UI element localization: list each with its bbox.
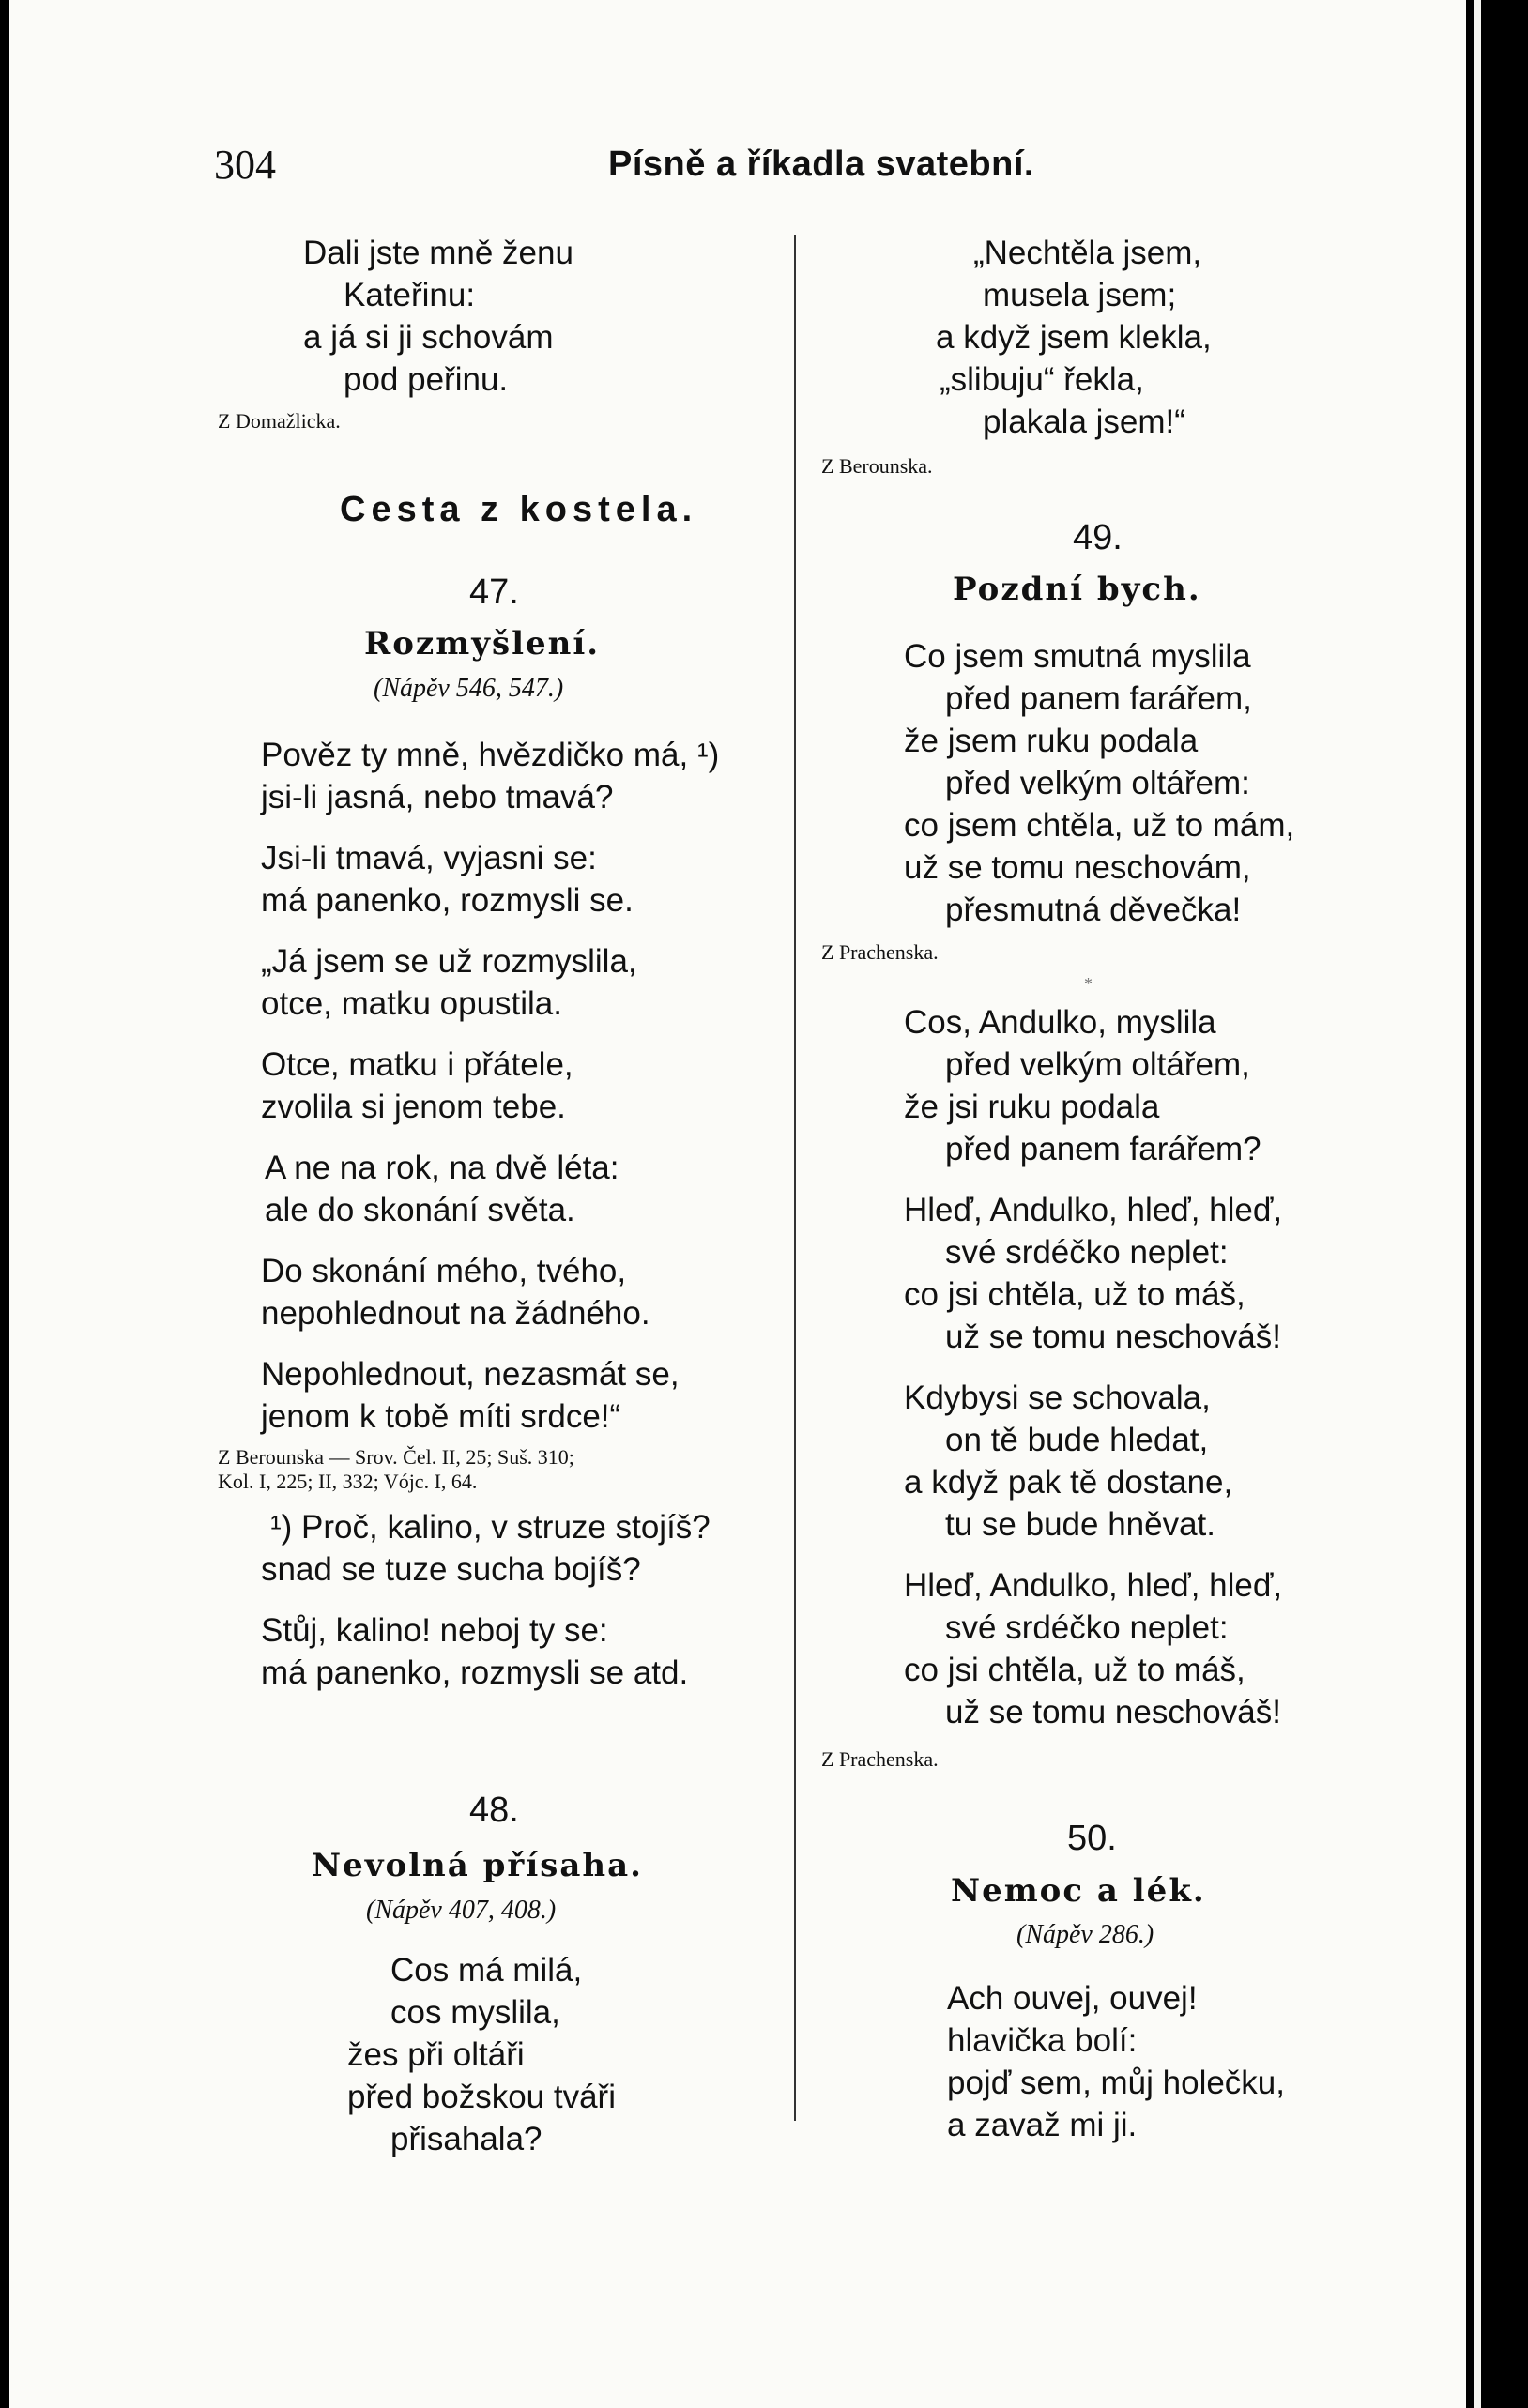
- poem-line: „Já jsem se už rozmyslila,: [261, 943, 637, 980]
- poem-line: před panem farářem?: [945, 1131, 1261, 1167]
- melody-reference: (Nápěv 407, 408.): [366, 1896, 557, 1925]
- poem-line: ale do skonání světa.: [265, 1192, 575, 1228]
- source-note: Kol. I, 225; II, 332; Vójc. I, 64.: [218, 1470, 478, 1493]
- poem-line: a když jsem klekla,: [936, 319, 1212, 356]
- poem-line: on tě bude hledat,: [945, 1422, 1209, 1458]
- poem-line: své srdéčko neplet:: [945, 1609, 1229, 1646]
- page-header: [9, 141, 1466, 197]
- poem-line: před božskou tváři: [347, 2079, 616, 2115]
- poem-line: že jsem ruku podala: [904, 723, 1199, 759]
- book-page: [9, 0, 1466, 2408]
- separator-mark: *: [1084, 974, 1093, 993]
- poem-line: už se tomu neschováš!: [945, 1694, 1281, 1730]
- poem-line: Otce, matku i přátele,: [261, 1046, 573, 1083]
- source-note: Z Domažlicka.: [218, 409, 341, 433]
- poem-line: Kateřinu:: [344, 277, 476, 313]
- poem-line: Co jsem smutná myslila: [904, 638, 1251, 675]
- poem-line: hlavička bolí:: [947, 2022, 1138, 2059]
- left-column: [206, 225, 817, 2168]
- source-note: Z Berounska — Srov. Čel. II, 25; Suš. 310;: [218, 1445, 574, 1469]
- poem-line: co jsi chtěla, už to máš,: [904, 1652, 1245, 1688]
- poem-line: Hleď, Andulko, hleď, hleď,: [904, 1192, 1283, 1228]
- poem-line: před panem farářem,: [945, 680, 1252, 717]
- poem-line: jenom k tobě míti srdce!“: [261, 1398, 621, 1435]
- poem-line: co jsi chtěla, už to máš,: [904, 1276, 1245, 1313]
- right-column: [812, 225, 1422, 2168]
- poem-line: Do skonání mého, tvého,: [261, 1253, 627, 1289]
- poem-line: že jsi ruku podala: [904, 1089, 1160, 1125]
- poem-title: Nemoc a lék.: [951, 1872, 1206, 1910]
- poem-title: Rozmyšlení.: [364, 625, 601, 663]
- poem-line: tu se bude hněvat.: [945, 1506, 1215, 1543]
- poem-line: jsi-li jasná, nebo tmavá?: [261, 779, 614, 815]
- page-number: 304: [214, 142, 276, 188]
- poem-line: cos myslila,: [390, 1994, 560, 2031]
- poem-line: už se tomu neschovám,: [904, 849, 1251, 886]
- poem-line: pod peřinu.: [344, 361, 509, 398]
- poem-number: 47.: [469, 572, 519, 612]
- source-note: Z Prachenska.: [821, 1747, 939, 1771]
- poem-line: plakala jsem!“: [983, 404, 1185, 440]
- melody-reference: (Nápěv 286.): [1016, 1920, 1154, 1949]
- poem-line: a já si ji schovám: [303, 319, 554, 356]
- poem-line: co jsem chtěla, už to mám,: [904, 807, 1295, 844]
- poem-title: Nevolná přísaha.: [312, 1847, 644, 1884]
- source-note: Z Berounska.: [821, 454, 933, 478]
- poem-line: otce, matku opustila.: [261, 985, 562, 1022]
- running-title: Písně a říkadla svatební.: [608, 145, 1034, 184]
- poem-line: přisahala?: [390, 2121, 542, 2157]
- poem-line: „slibuju“ řekla,: [940, 361, 1144, 398]
- poem-line: má panenko, rozmysli se.: [261, 882, 634, 919]
- footnote-line: ¹) Proč, kalino, v struze stojíš?: [270, 1509, 711, 1546]
- poem-number: 48.: [469, 1791, 519, 1830]
- poem-line: zvolila si jenom tebe.: [261, 1089, 566, 1125]
- page-edge: [1474, 0, 1481, 2408]
- poem-line: přesmutná děvečka!: [945, 892, 1242, 928]
- footnote-line: Stůj, kalino! neboj ty se:: [261, 1612, 608, 1649]
- poem-line: Cos, Andulko, myslila: [904, 1004, 1216, 1041]
- poem-line: Kdybysi se schovala,: [904, 1379, 1211, 1416]
- poem-line: před velkým oltářem,: [945, 1046, 1250, 1083]
- poem-number: 50.: [1067, 1819, 1117, 1858]
- poem-line: Cos má milá,: [390, 1952, 583, 1989]
- melody-reference: (Nápěv 546, 547.): [374, 674, 564, 703]
- poem-line: před velkým oltářem:: [945, 765, 1250, 801]
- footnote-line: snad se tuze sucha bojíš?: [261, 1551, 641, 1588]
- poem-line: Jsi-li tmavá, vyjasni se:: [261, 840, 597, 876]
- poem-line: už se tomu neschováš!: [945, 1318, 1281, 1355]
- section-title: Cesta z kostela.: [340, 490, 698, 529]
- poem-line: musela jsem;: [983, 277, 1177, 313]
- poem-line: Dali jste mně ženu: [303, 235, 573, 271]
- poem-line: Pověz ty mně, hvězdičko má, ¹): [261, 737, 720, 773]
- poem-line: Ach ouvej, ouvej!: [947, 1980, 1198, 2017]
- poem-line: Nepohlednout, nezasmát se,: [261, 1356, 680, 1393]
- poem-line: a zavaž mi ji.: [947, 2107, 1138, 2143]
- poem-number: 49.: [1073, 518, 1123, 557]
- poem-line: nepohlednout na žádného.: [261, 1295, 650, 1332]
- poem-line: své srdéčko neplet:: [945, 1234, 1229, 1271]
- source-note: Z Prachenska.: [821, 940, 939, 964]
- poem-line: „Nechtěla jsem,: [973, 235, 1202, 271]
- poem-line: pojď sem, můj holečku,: [947, 2065, 1285, 2101]
- poem-line: A ne na rok, na dvě léta:: [265, 1150, 619, 1186]
- poem-line: žes při oltáři: [347, 2036, 525, 2073]
- poem-line: Hleď, Andulko, hleď, hleď,: [904, 1567, 1283, 1604]
- poem-line: a když pak tě dostane,: [904, 1464, 1233, 1501]
- footnote-line: má panenko, rozmysli se atd.: [261, 1654, 689, 1691]
- poem-title: Pozdní bych.: [953, 571, 1201, 608]
